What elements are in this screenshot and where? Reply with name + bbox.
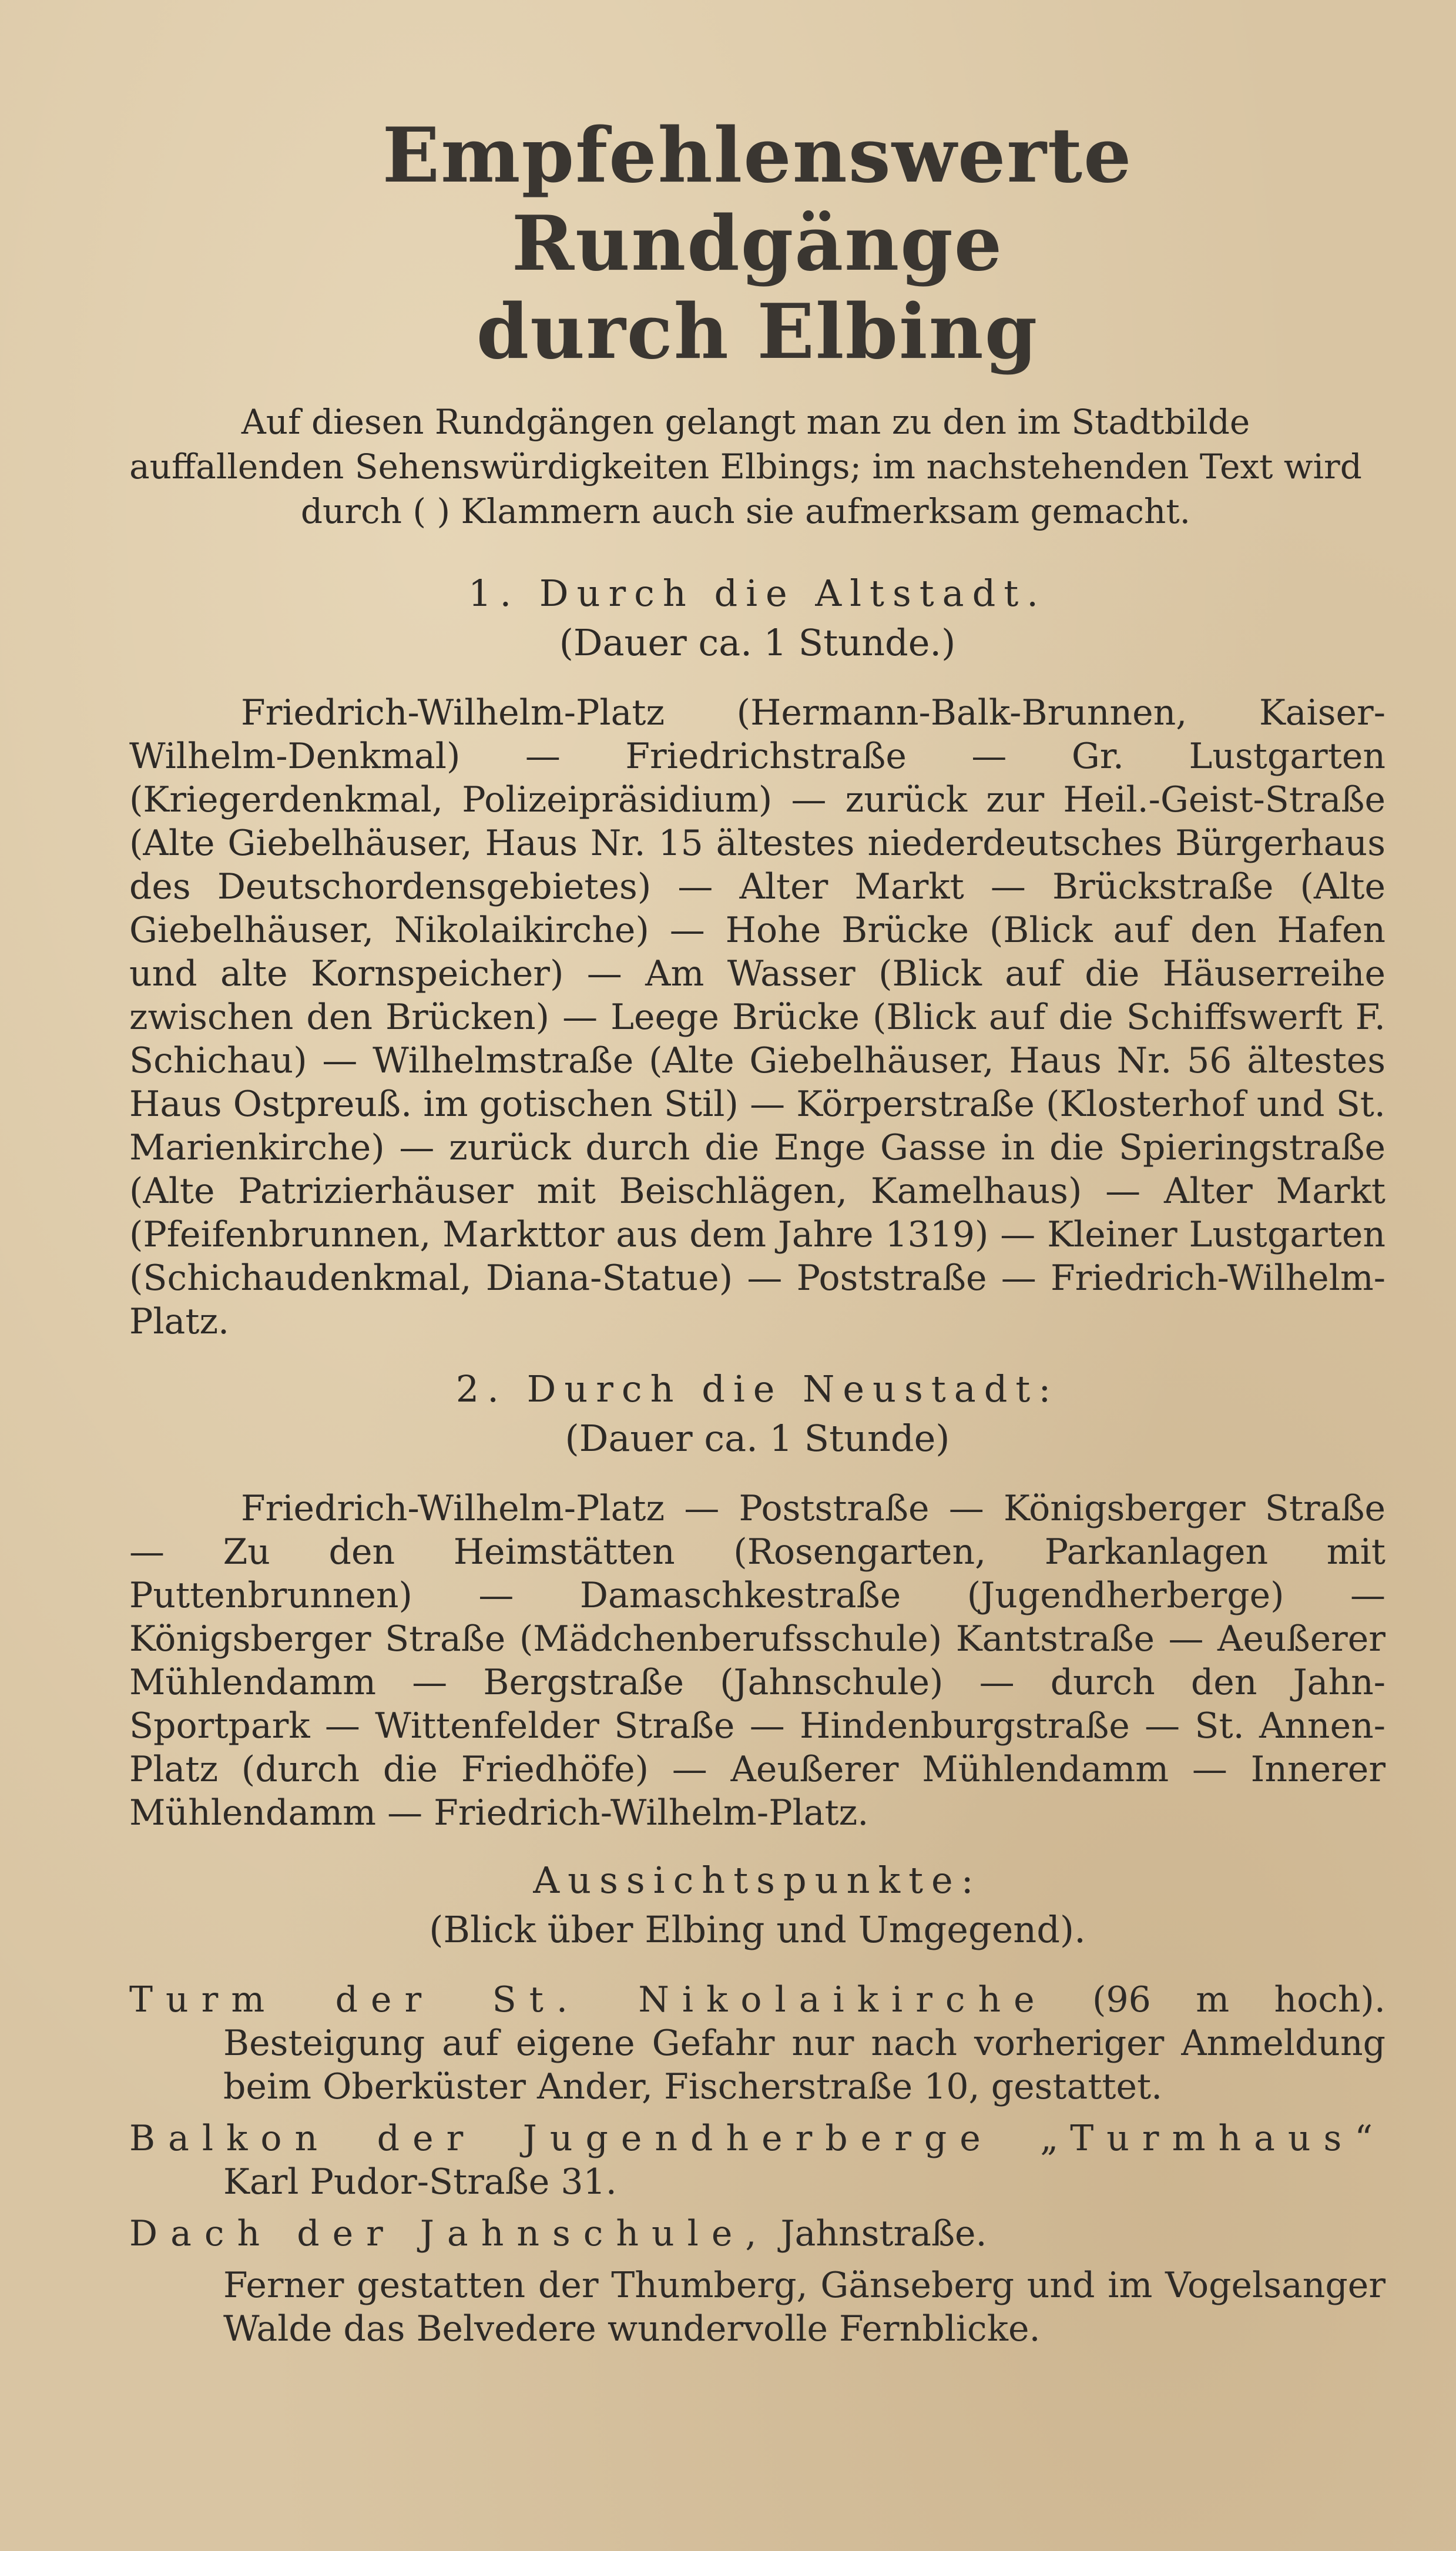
route-1-text: Friedrich-Wilhelm-Platz (Hermann-Balk-Brunnen, Kaiser-Wilhelm-Denkmal) — Friedrichstraße — Gr. Lustgarten (Kriegerdenkmal, Polizeipräsidium) — zurück zur Heil.-Geist-Straße (Alte Giebelhäuser, Haus Nr. 15 ältestes niederdeutsches Bürgerhaus des Deutschordensgebietes) — Alter Markt — Brückstraße (Alte Giebelhäuser, Nikolaikirche) — Hohe Brücke (Blick auf den Hafen und alte Kornspeicher) — Am Wasser (Blick auf die Häuserreihe zwischen den Brücken) — Leege Brücke (Blick auf die Schiffswerft F. Schichau) — Wilhelmstraße (Alte Giebelhäuser, Haus Nr. 56 ältestes Haus Ostpreuß. im gotischen Stil) — Körperstraße (Klosterhof und St. Marienkirche) — zurück durch die Enge Gasse in die Spieringstraße (Alte Patrizierhäuser mit Beischlägen, Kamelhaus) — Alter Markt (Pfeifenbrunnen, Markttor aus dem Jahre 1319) — Kleiner Lustgarten (Schichaudenkmal, Diana-Statue) — Poststraße — Friedrich-Wilhelm-Platz. [129, 692, 1385, 1342]
viewpoints-subheading: (Blick über Elbing und Umgegend). [429, 1908, 1086, 1951]
route-2-heading: 2. Durch die Neustadt: [455, 1367, 1059, 1410]
route-2-duration: (Dauer ca. 1 Stunde) [565, 1417, 950, 1460]
route-1-duration: (Dauer ca. 1 Stunde.) [559, 621, 956, 664]
viewpoints-heading: Aussichtspunkte: [533, 1859, 982, 1902]
title-line-1: Empfehlenswerte Rundgänge [382, 112, 1133, 288]
closing-paragraph: Ferner gestatten der Thumberg, Gänseberg und im Vogelsanger Walde das Belvedere wundervolle Fernblicke. [223, 2265, 1385, 2349]
title-line-2: durch Elbing [476, 288, 1039, 376]
viewpoint-item [129, 2117, 1385, 2204]
viewpoint-text: Karl Pudor-Straße 31. [223, 2161, 617, 2203]
intro-paragraph: Auf diesen Rundgängen gelangt man zu den im Stadtbilde auffallenden Sehenswürdigkeiten Elbings; im nachstehenden Text wird durch ( ) Klammern auch sie aufmerksam gemacht. [129, 402, 1362, 531]
viewpoint-text: Jahnstraße. [769, 2213, 987, 2254]
viewpoint-item [129, 2212, 1385, 2255]
route-2-text: Friedrich-Wilhelm-Platz — Poststraße — Königsberger Straße — Zu den Heimstätten (Rosengarten, Parkanlagen mit Puttenbrunnen) — Damaschkestraße (Jugendherberge) — Königsberger Straße (Mädchenberufsschule) Kantstraße — Aeußerer Mühlendamm — Bergstraße (Jahnschule) — durch den Jahn-Sportpark — Wittenfelder Straße — Hindenburgstraße — St. Annen-Platz (durch die Friedhöfe) — Aeußerer Mühlendamm — Innerer Mühlendamm — Friedrich-Wilhelm-Platz. [129, 1488, 1385, 1833]
page-title [129, 112, 1385, 376]
viewpoint-name: Dach der Jahnschule, [129, 2213, 770, 2254]
viewpoint-name: Turm der St. Nikolaikirche [129, 1979, 1048, 2020]
route-1-heading: 1. Durch die Altstadt. [468, 572, 1046, 615]
route-2-section [129, 1365, 1385, 1835]
route-1-section [129, 569, 1385, 1343]
viewpoints-section [129, 1856, 1385, 2351]
viewpoint-text: (96 m hoch). Besteigung auf eigene Gefahr nur nach vorheriger Anmeldung beim Oberküster Ander, Fischerstraße 10, gestattet. [223, 1979, 1385, 2107]
viewpoint-name: Balkon der Jugendherberge „Turmhaus“ [129, 2118, 1385, 2159]
viewpoint-item [129, 1978, 1385, 2108]
